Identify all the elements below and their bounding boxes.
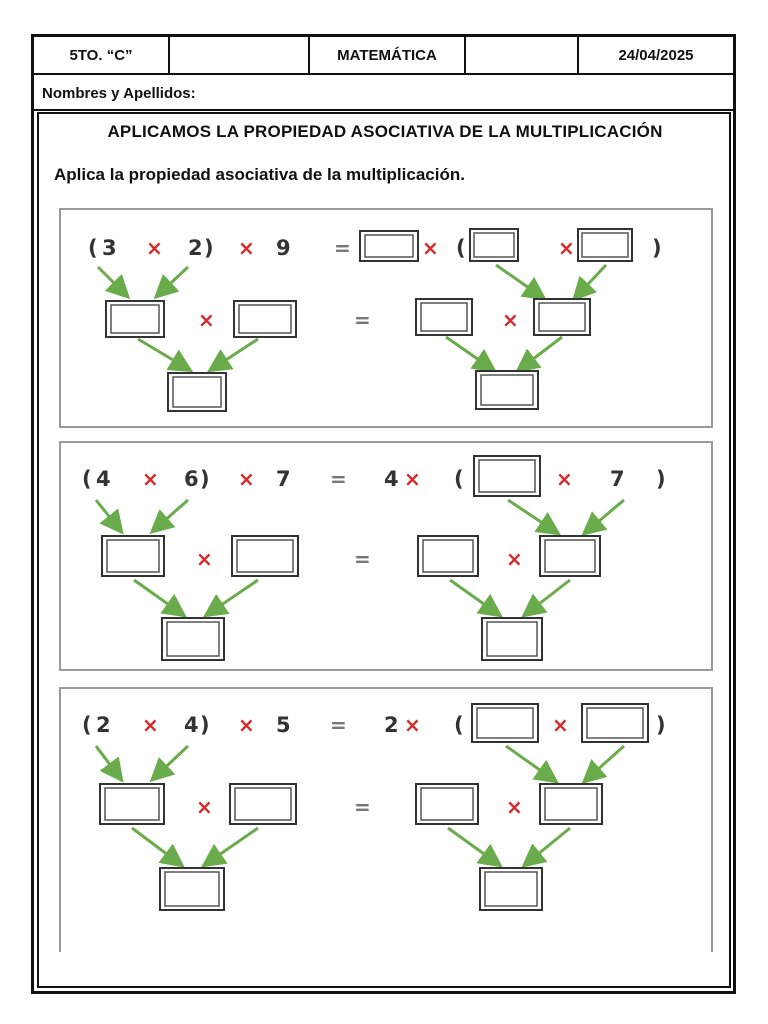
- times-sign: ×: [196, 547, 213, 571]
- close-paren: ): [200, 467, 210, 491]
- answer-box[interactable]: [162, 618, 224, 660]
- operand-c: 5: [276, 713, 291, 737]
- open-paren: (: [454, 713, 464, 737]
- open-paren: (: [454, 467, 464, 491]
- answer-box[interactable]: [470, 229, 518, 261]
- equals-sign: =: [354, 795, 371, 819]
- open-paren: (: [82, 467, 92, 491]
- answer-box[interactable]: [480, 868, 542, 910]
- answer-box[interactable]: [234, 301, 296, 337]
- equals-sign: =: [330, 713, 347, 737]
- close-paren: ): [656, 467, 666, 491]
- equals-sign: =: [334, 236, 351, 260]
- operand-a: 2: [96, 713, 111, 737]
- answer-box[interactable]: [540, 784, 602, 824]
- times-sign: ×: [196, 795, 213, 819]
- operand-c: 9: [276, 236, 291, 260]
- exercise-2: [58, 438, 714, 664]
- answer-box[interactable]: [106, 301, 164, 337]
- times-sign: ×: [556, 467, 573, 491]
- operand-b: 6: [184, 467, 199, 491]
- page-title: APLICAMOS LA PROPIEDAD ASOCIATIVA DE LA MULTIPLICACIÓN: [107, 122, 663, 141]
- equals-sign: =: [354, 547, 371, 571]
- open-paren: (: [456, 236, 466, 260]
- close-paren: ): [204, 236, 214, 260]
- operand-b: 2: [188, 236, 203, 260]
- times-sign: ×: [142, 713, 159, 737]
- answer-box[interactable]: [582, 704, 648, 742]
- times-sign: ×: [146, 236, 163, 260]
- grade-cell: 5TO. “C”: [34, 37, 170, 73]
- answer-box[interactable]: [540, 536, 600, 576]
- times-sign: ×: [404, 467, 421, 491]
- times-sign: ×: [238, 713, 255, 737]
- answer-box[interactable]: [230, 784, 296, 824]
- answer-box[interactable]: [416, 784, 478, 824]
- times-sign: ×: [198, 308, 215, 332]
- answer-box[interactable]: [416, 299, 472, 335]
- open-paren: (: [88, 236, 98, 260]
- times-sign: ×: [506, 795, 523, 819]
- instruction-text: Aplica la propiedad asociativa de la multiplicación.: [54, 165, 465, 184]
- close-paren: ): [652, 236, 662, 260]
- times-sign: ×: [422, 236, 439, 260]
- right-operand: 2: [384, 713, 399, 737]
- answer-box[interactable]: [534, 299, 590, 335]
- times-sign: ×: [506, 547, 523, 571]
- operand-c: 7: [276, 467, 291, 491]
- operand-b: 4: [184, 713, 199, 737]
- close-paren: ): [656, 713, 666, 737]
- blank-header-cell: [170, 37, 310, 73]
- names-label: Nombres y Apellidos:: [42, 84, 196, 102]
- answer-box[interactable]: [160, 868, 224, 910]
- answer-box[interactable]: [578, 229, 632, 261]
- equals-sign: =: [330, 467, 347, 491]
- times-sign: ×: [238, 236, 255, 260]
- date-cell: 24/04/2025: [618, 46, 694, 64]
- answer-box[interactable]: [100, 784, 164, 824]
- subject-cell: MATEMÁTICA: [310, 37, 466, 73]
- answer-box[interactable]: [232, 536, 298, 576]
- answer-box[interactable]: [474, 456, 540, 496]
- header-row: [34, 37, 733, 75]
- times-sign: ×: [238, 467, 255, 491]
- close-paren: ): [200, 713, 210, 737]
- answer-box[interactable]: [476, 371, 538, 409]
- times-sign: ×: [558, 236, 575, 260]
- answer-box[interactable]: [168, 373, 226, 411]
- answer-box[interactable]: [102, 536, 164, 576]
- operand-a: 4: [96, 467, 111, 491]
- equals-sign: =: [354, 308, 371, 332]
- times-sign: ×: [142, 467, 159, 491]
- right-operand: 4: [384, 467, 399, 491]
- times-sign: ×: [502, 308, 519, 332]
- right-operand: 7: [610, 467, 625, 491]
- blank-header-cell: [466, 37, 579, 73]
- exercise-1: [58, 205, 714, 431]
- times-sign: ×: [404, 713, 421, 737]
- open-paren: (: [82, 713, 92, 737]
- answer-box[interactable]: [418, 536, 478, 576]
- answer-box[interactable]: [482, 618, 542, 660]
- names-field[interactable]: [34, 77, 733, 111]
- operand-a: 3: [102, 236, 117, 260]
- times-sign: ×: [552, 713, 569, 737]
- answer-box[interactable]: [472, 704, 538, 742]
- exercise-3: [58, 684, 714, 910]
